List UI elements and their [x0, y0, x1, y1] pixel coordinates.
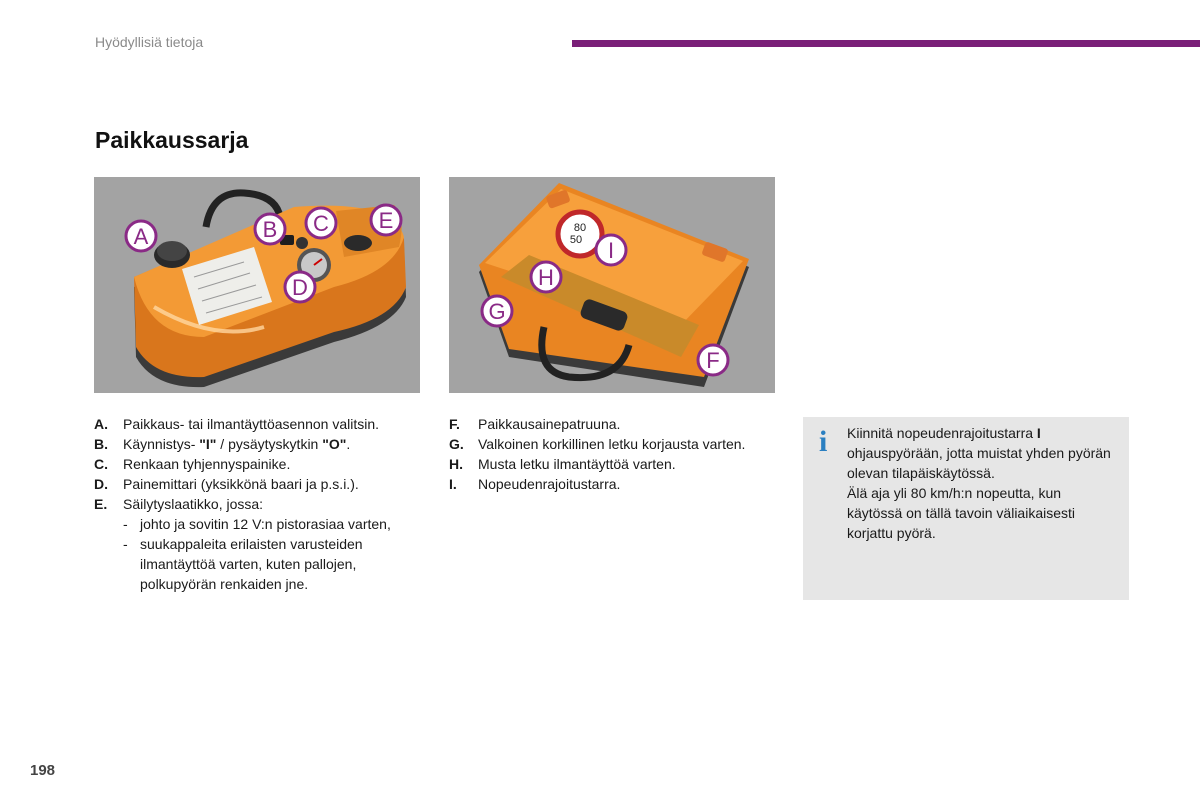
- callout-d-label: D: [292, 275, 308, 300]
- repair-kit-underside-image: [449, 177, 775, 393]
- legend-subitem: - suukappaleita erilaisten varusteiden ilmantäyttöä varten, kuten pallojen, polkupyörän renkaiden jne.: [123, 536, 363, 592]
- legend-item-f: F. Paikkausainepatruuna.: [449, 416, 621, 432]
- callout-g-label: G: [488, 299, 506, 324]
- callout-e-label: E: [378, 208, 394, 233]
- legend-item-i: I. Nopeudenrajoitustarra.: [449, 476, 621, 492]
- legend-list-right: [449, 414, 789, 494]
- legend-item-g: G. Valkoinen korkillinen letku korjausta varten.: [449, 436, 746, 452]
- legend-list-left: [94, 414, 414, 594]
- legend-item-d: D. Painemittari (yksikkönä baari ja p.s.i.).: [94, 476, 359, 492]
- speed-sticker-top: 80: [573, 222, 587, 234]
- page-title: Paikkaussarja: [95, 127, 249, 153]
- legend-item-a: A. Paikkaus- tai ilmantäyttöasennon valitsin.: [94, 416, 380, 432]
- legend-item-c: C. Renkaan tyhjennyspainike.: [94, 456, 291, 472]
- legend-item-e: E. Säilytyslaatikko, jossa:: [94, 496, 264, 512]
- callout-b-label: B: [262, 217, 278, 242]
- repair-kit-compressor-image: [94, 177, 420, 393]
- section-header: Hyödyllisiä tietoja: [95, 34, 204, 50]
- callout-h-label: H: [538, 265, 554, 290]
- info-box: [803, 417, 1129, 600]
- info-text: Kiinnitä nopeudenrajoitustarra I ohjauspyörään, jotta muistat yhden pyörän olevan tilapäiskäytössä. Älä aja yli 80 km/h:n nopeutta, kun käytössä on tällä tavoin väliaikaisesti korjattu pyörä.: [847, 425, 1111, 541]
- callout-a-label: A: [133, 224, 149, 249]
- speed-sticker-bottom: 50: [569, 234, 583, 246]
- legend-subitem: - johto ja sovitin 12 V:n pistorasiaa varten,: [123, 516, 391, 532]
- callout-c-label: C: [313, 211, 329, 236]
- callout-i-label: I: [607, 238, 615, 263]
- header-accent-bar: [572, 40, 1200, 47]
- page-number: 198: [30, 762, 56, 779]
- legend-item-h: H. Musta letku ilmantäyttöä varten.: [449, 456, 676, 472]
- info-icon: i: [819, 425, 828, 458]
- callout-f-label: F: [706, 348, 720, 373]
- legend-item-b: B. Käynnistys- "I" / pysäytyskytkin "O".: [94, 436, 351, 452]
